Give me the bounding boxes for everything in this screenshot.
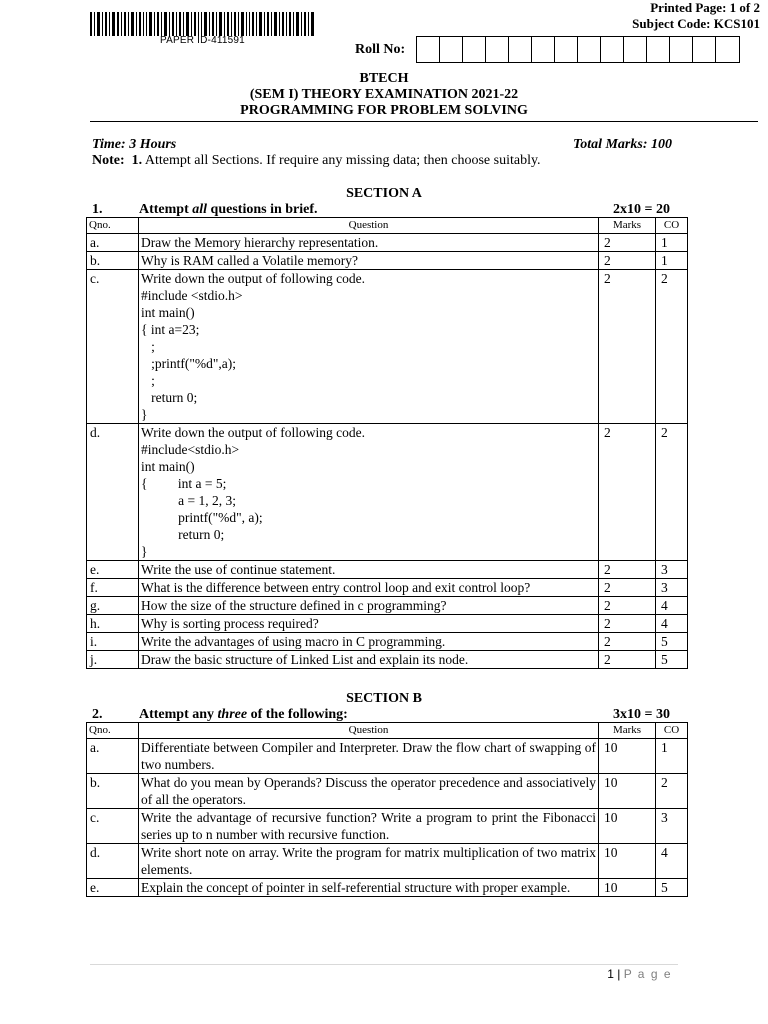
header-question: Question bbox=[139, 218, 599, 234]
roll-no-box bbox=[716, 37, 739, 62]
roll-no-box bbox=[486, 37, 509, 62]
paper-id: PAPER ID-411591 bbox=[160, 35, 245, 46]
cell-marks: 2 bbox=[599, 252, 656, 270]
cell-co: 3 bbox=[656, 561, 688, 579]
cell-question: Differentiate between Compiler and Interpreter. Draw the flow chart of swapping of two numbers. bbox=[139, 739, 599, 774]
cell-marks: 2 bbox=[599, 579, 656, 597]
header-question: Question bbox=[139, 723, 599, 739]
cell-marks: 10 bbox=[599, 809, 656, 844]
cell-question: Write short note on array. Write the program for matrix multiplication of two matrix elements. bbox=[139, 844, 599, 879]
instruction-text: Attempt bbox=[139, 202, 193, 217]
cell-qno: j. bbox=[87, 651, 139, 669]
section-b-table-body bbox=[87, 723, 688, 897]
roll-no-box bbox=[463, 37, 486, 62]
cell-qno: c. bbox=[87, 270, 139, 424]
cell-qno: d. bbox=[87, 424, 139, 561]
question-instruction bbox=[139, 707, 348, 723]
roll-no-box bbox=[693, 37, 716, 62]
section-a-table bbox=[86, 217, 688, 669]
cell-question: Why is RAM called a Volatile memory? bbox=[139, 252, 599, 270]
cell-marks: 10 bbox=[599, 879, 656, 897]
roll-no-box bbox=[578, 37, 601, 62]
table-row bbox=[87, 633, 688, 651]
question-instruction bbox=[139, 202, 318, 218]
note-text: Attempt all Sections. If require any missing data; then choose suitably. bbox=[144, 153, 541, 168]
printed-page-block bbox=[632, 0, 760, 32]
cell-qno: c. bbox=[87, 809, 139, 844]
cell-question: Write down the output of following code. #include <stdio.h> int main() { int a=23; ; ;printf("%d",a); ; return 0; } bbox=[139, 270, 599, 424]
cell-question: Write the use of continue statement. bbox=[139, 561, 599, 579]
cell-co: 2 bbox=[656, 424, 688, 561]
roll-no-box bbox=[509, 37, 532, 62]
header-co: CO bbox=[656, 218, 688, 234]
section-a-title: SECTION A bbox=[346, 186, 422, 201]
cell-question: Write the advantages of using macro in C programming. bbox=[139, 633, 599, 651]
cell-marks: 10 bbox=[599, 774, 656, 809]
cell-qno: f. bbox=[87, 579, 139, 597]
cell-co: 4 bbox=[656, 615, 688, 633]
cell-co: 4 bbox=[656, 844, 688, 879]
question-number: 1. bbox=[92, 202, 103, 217]
time-allowed: Time: 3 Hours bbox=[92, 137, 177, 152]
cell-question: Write down the output of following code. #include<stdio.h> int main() { int a = 5; a = 1, 2, 3; printf("%d", a); return 0; } bbox=[139, 424, 599, 561]
note-label: Note: bbox=[92, 153, 125, 168]
roll-no-box bbox=[601, 37, 624, 62]
roll-no-box bbox=[555, 37, 578, 62]
roll-no-boxes bbox=[416, 36, 740, 63]
table-header-row bbox=[87, 218, 688, 234]
instruction-emphasis: three bbox=[217, 707, 248, 722]
roll-no-box bbox=[440, 37, 463, 62]
cell-marks: 2 bbox=[599, 597, 656, 615]
table-row bbox=[87, 774, 688, 809]
cell-question: What do you mean by Operands? Discuss the operator precedence and associatively of all the operators. bbox=[139, 774, 599, 809]
page-word: P a g e bbox=[623, 967, 672, 981]
header-qno: Qno. bbox=[87, 218, 139, 234]
cell-qno: e. bbox=[87, 879, 139, 897]
exam-note bbox=[92, 153, 541, 169]
header-rule bbox=[90, 121, 758, 122]
instruction-text: questions in brief. bbox=[207, 202, 318, 217]
header-co: CO bbox=[656, 723, 688, 739]
table-row bbox=[87, 844, 688, 879]
header-marks: Marks bbox=[599, 723, 656, 739]
note-number: 1. bbox=[131, 153, 143, 168]
table-row bbox=[87, 234, 688, 252]
cell-co: 1 bbox=[656, 234, 688, 252]
table-row bbox=[87, 561, 688, 579]
cell-marks: 2 bbox=[599, 270, 656, 424]
cell-marks: 2 bbox=[599, 561, 656, 579]
cell-qno: i. bbox=[87, 633, 139, 651]
cell-qno: a. bbox=[87, 234, 139, 252]
cell-marks: 10 bbox=[599, 739, 656, 774]
table-row bbox=[87, 739, 688, 774]
cell-co: 5 bbox=[656, 633, 688, 651]
cell-marks: 2 bbox=[599, 234, 656, 252]
cell-co: 2 bbox=[656, 774, 688, 809]
section-b-title: SECTION B bbox=[346, 691, 422, 706]
section-b-table bbox=[86, 722, 688, 897]
section-marks: 2x10 = 20 bbox=[613, 202, 670, 217]
cell-marks: 2 bbox=[599, 424, 656, 561]
roll-no-label: Roll No: bbox=[355, 42, 406, 57]
table-row bbox=[87, 579, 688, 597]
section-marks: 3x10 = 30 bbox=[613, 707, 670, 722]
cell-marks: 2 bbox=[599, 651, 656, 669]
cell-question: Draw the basic structure of Linked List and explain its node. bbox=[139, 651, 599, 669]
header-qno: Qno. bbox=[87, 723, 139, 739]
program-title: BTECH bbox=[359, 71, 409, 86]
roll-no-box bbox=[670, 37, 693, 62]
table-row bbox=[87, 252, 688, 270]
table-row bbox=[87, 615, 688, 633]
roll-no-box bbox=[624, 37, 647, 62]
cell-co: 3 bbox=[656, 579, 688, 597]
cell-co: 3 bbox=[656, 809, 688, 844]
cell-co: 5 bbox=[656, 879, 688, 897]
cell-qno: b. bbox=[87, 252, 139, 270]
cell-co: 1 bbox=[656, 252, 688, 270]
section-a-table-body bbox=[87, 218, 688, 669]
table-row bbox=[87, 597, 688, 615]
table-row bbox=[87, 809, 688, 844]
cell-co: 4 bbox=[656, 597, 688, 615]
cell-co: 1 bbox=[656, 739, 688, 774]
cell-question: How the size of the structure defined in c programming? bbox=[139, 597, 599, 615]
roll-no-box bbox=[532, 37, 555, 62]
table-row bbox=[87, 879, 688, 897]
subject-code: Subject Code: KCS101 bbox=[632, 16, 760, 31]
cell-question: What is the difference between entry control loop and exit control loop? bbox=[139, 579, 599, 597]
cell-qno: e. bbox=[87, 561, 139, 579]
page-footer: 1 | P a g e bbox=[607, 967, 672, 981]
question-number: 2. bbox=[92, 707, 103, 722]
total-marks: Total Marks: 100 bbox=[572, 137, 672, 152]
cell-question: Why is sorting process required? bbox=[139, 615, 599, 633]
barcode bbox=[90, 12, 316, 36]
cell-co: 5 bbox=[656, 651, 688, 669]
cell-marks: 10 bbox=[599, 844, 656, 879]
header-marks: Marks bbox=[599, 218, 656, 234]
cell-qno: h. bbox=[87, 615, 139, 633]
roll-no-box bbox=[417, 37, 440, 62]
cell-marks: 2 bbox=[599, 633, 656, 651]
cell-question: Write the advantage of recursive function? Write a program to print the Fibonacci series up to n number with recursive function. bbox=[139, 809, 599, 844]
exam-title: (SEM I) THEORY EXAMINATION 2021-22 bbox=[249, 87, 519, 102]
cell-qno: d. bbox=[87, 844, 139, 879]
cell-qno: g. bbox=[87, 597, 139, 615]
subject-title: PROGRAMMING FOR PROBLEM SOLVING bbox=[240, 103, 528, 118]
cell-qno: b. bbox=[87, 774, 139, 809]
roll-no-box bbox=[647, 37, 670, 62]
table-row bbox=[87, 424, 688, 561]
cell-marks: 2 bbox=[599, 615, 656, 633]
table-row bbox=[87, 270, 688, 424]
instruction-emphasis: all bbox=[192, 202, 208, 217]
page-number: 1 bbox=[607, 967, 614, 981]
cell-question: Draw the Memory hierarchy representation. bbox=[139, 234, 599, 252]
cell-question: Explain the concept of pointer in self-referential structure with proper example. bbox=[139, 879, 599, 897]
instruction-text: of the following: bbox=[247, 707, 348, 722]
instruction-text: Attempt any bbox=[139, 707, 218, 722]
printed-page: Printed Page: 1 of 2 bbox=[650, 0, 760, 15]
table-row bbox=[87, 651, 688, 669]
footer-rule bbox=[90, 964, 678, 965]
cell-qno: a. bbox=[87, 739, 139, 774]
table-header-row bbox=[87, 723, 688, 739]
cell-co: 2 bbox=[656, 270, 688, 424]
